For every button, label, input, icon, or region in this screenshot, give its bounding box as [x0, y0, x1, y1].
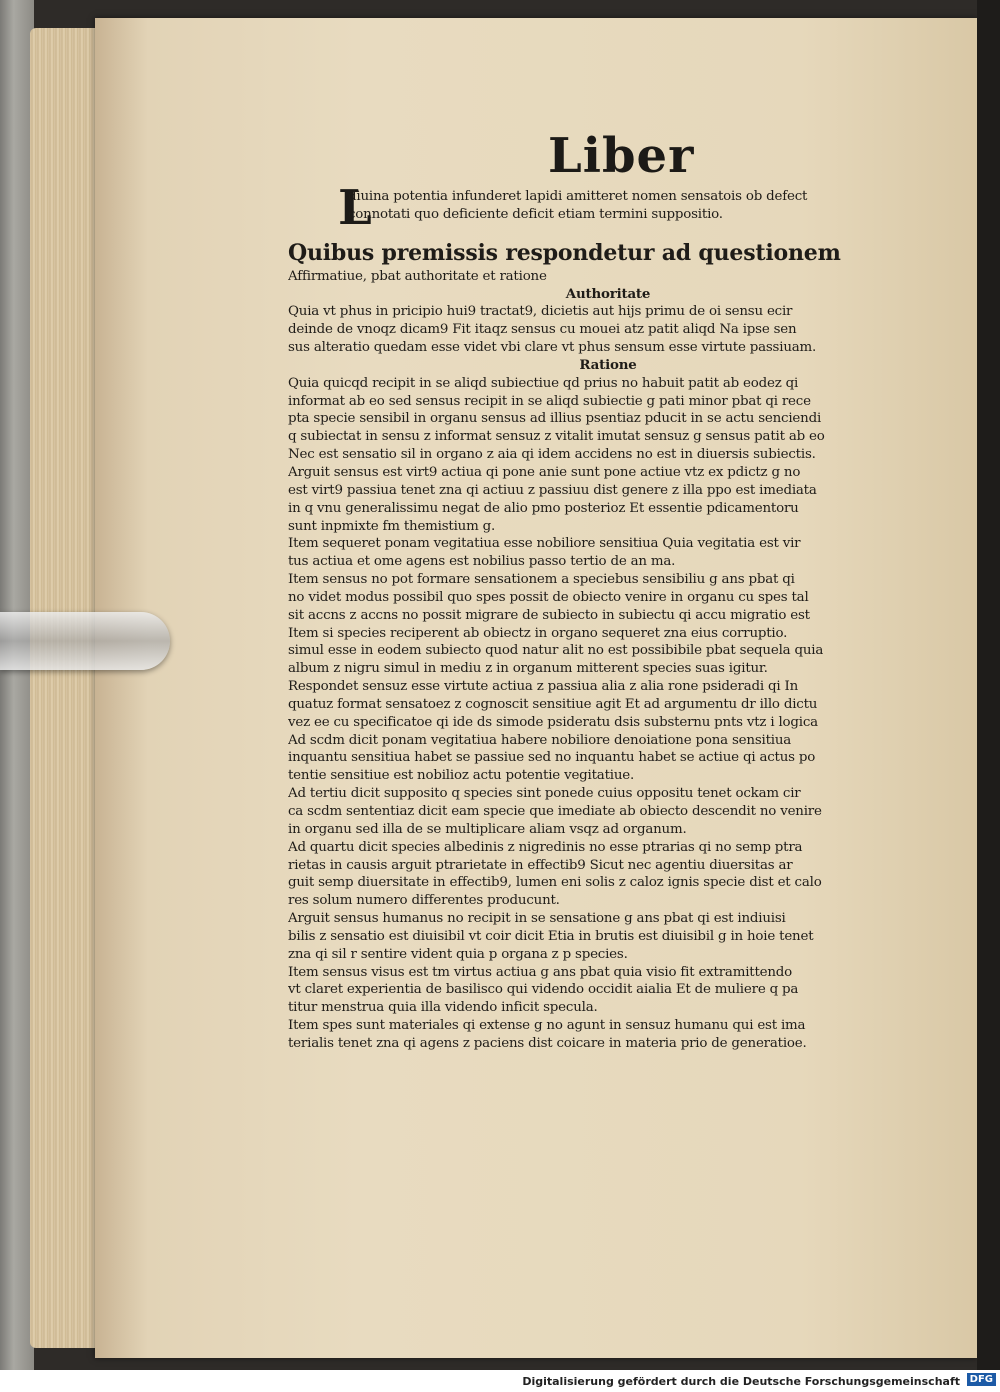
text-line: res solum numero differentes producunt.: [288, 893, 560, 909]
text-line: Quia quicqd recipit in se aliqd subiectiue qd prius no habuit patit ab eodez qi: [288, 375, 799, 391]
text-line: Item sensus visus est tm virtus actiua g ans pbat quia visio fit extramittendo: [288, 964, 793, 980]
text-line: inquantu sensitiua habet se passiue sed no inquantu habet se actiue qi actus po: [288, 750, 816, 766]
text-line: diuina potentia infunderet lapidi amitteret nomen sensatois ob defect: [348, 189, 808, 204]
text-line: quatuz format sensatoez z cognoscit sensitiue agit Et ad argumentu dr illo dictu: [288, 696, 818, 712]
text-block: [288, 180, 928, 1053]
text-line: titur menstrua quia illa videndo inficit specula.: [288, 1000, 598, 1016]
section-heading: Quibus premissis respondetur ad questionem: [288, 239, 841, 266]
text-line: Respondet sensuz esse virtute actiua z passiua alia z alia rone psideradi qi In: [288, 679, 799, 695]
scan-right-margin: [977, 0, 1000, 1370]
text-line: in q vnu generalissimu negat de alio pmo posterioz Et essentie pdicamentoru: [288, 500, 799, 516]
text-line: est virt9 passiua tenet zna qi actiuu z passiuu dist genere z illa ppo est imediata: [288, 482, 817, 498]
text-line: album z nigru simul in mediu z in organum mitterent species suas igitur.: [288, 661, 768, 677]
subsection-label: Ratione: [579, 356, 637, 373]
text-line: pta specie sensibil in organu sensus ad illius psentiaz pducit in se actu senciendi: [288, 411, 822, 427]
text-line: rietas in causis arguit ptrarietate in effectib9 Sicut nec agentiu diuersitas ar: [288, 857, 793, 873]
text-line: Item sequeret ponam vegitatiua esse nobiliore sensitiua Quia vegitatia est vir: [288, 536, 801, 552]
page-heading: Liber: [548, 128, 695, 184]
text-line: Arguit sensus humanus no recipit in se sensatione g ans pbat qi est indiuisi: [288, 911, 786, 927]
text-line: sus alteratio quedam esse videt vbi clare vt phus sensum esse virtute passiuam.: [288, 340, 817, 356]
text-line: q subiectat in sensu z informat sensuz z vitalit imutat sensuz g sensus patit ab eo: [288, 429, 825, 445]
text-line: Item spes sunt materiales qi extense g no agunt in sensuz humanu qui est ima: [288, 1018, 806, 1034]
text-line: Nec est sensatio sil in organo z aia qi idem accidens no est in diuersis subiectis.: [288, 447, 816, 463]
text-line: Item si species reciperent ab obiectz in organo sequeret zna eius corruptio.: [288, 625, 788, 641]
text-line: guit semp diuersitate in effectib9, lumen eni solis z caloz ignis specie dist et calo: [288, 875, 822, 891]
text-line: terialis tenet zna qi agens z paciens dist coicare in materia prio de generatioe.: [288, 1035, 807, 1051]
text-line: ca scdm sententiaz dicit eam specie que imediate ab obiecto descendit no venire: [288, 804, 822, 819]
text-line: vt claret experientia de basilisco qui videndo occidit aialia Et de muliere q pa: [288, 982, 799, 998]
initial-letter: L: [338, 180, 372, 236]
text-line: informat ab eo sed sensus recipit in se aliqd subiectie g pati minor pbat qi rece: [288, 393, 811, 409]
text-line: Ad tertiu dicit supposito q species sint ponede cuius oppositu tenet ockam cir: [288, 786, 801, 802]
subsection-label: Authoritate: [565, 285, 651, 302]
text-line: tus actiua et ome agens est nobilius passo tertio de an ma.: [288, 554, 676, 570]
text-line: connotati quo deficiente deficit etiam termini suppositio.: [348, 206, 723, 222]
text-line: deinde de vnoqz dicam9 Fit itaqz sensus cu mouei atz patit aliqd Na ipse sen: [288, 322, 797, 338]
text-line: no videt modus possibil quo spes possit de obiecto venire in organu cu spes tal: [288, 589, 809, 605]
dfg-logo: DFG: [967, 1373, 996, 1386]
text-line: in organu sed illa de se multiplicare aliam vsqz ad organum.: [288, 821, 687, 837]
footer-bar: [0, 1370, 1000, 1392]
text-line: Arguit sensus est virt9 actiua qi pone anie sunt pone actiue vtz ex pdictz g no: [288, 464, 801, 480]
funding-credit: Digitalisierung gefördert durch die Deutsche Forschungsgemeinschaft: [522, 1375, 960, 1388]
text-line: sit accns z accns no possit migrare de subiecto in subiectu qi accu migratio est: [288, 607, 810, 623]
text-line: Ad quartu dicit species albedinis z nigredinis no esse ptrarias qi no semp ptra: [288, 839, 803, 855]
text-line: Item sensus no pot formare sensationem a speciebus sensibiliu g ans pbat qi: [288, 572, 795, 588]
text-line: vez ee cu specificatoe qi ide ds simode psideratu dsis substernu pnts vtz i logica: [288, 714, 818, 730]
text-line: tentie sensitiue est nobilioz actu potentie vegitatiue.: [288, 768, 635, 784]
text-line: sunt inpmixte fm themistium g.: [288, 518, 496, 534]
text-line: Quia vt phus in pricipio hui9 tractat9, dicietis aut hijs primu de oi sensu ecir: [288, 304, 793, 320]
text-line: zna qi sil r sentire vident quia p organa z p species.: [288, 946, 628, 962]
book-cover-edge: [0, 0, 34, 1370]
text-line: simul esse in eodem subiecto quod natur alit no est possibibile pbat sequela quia: [288, 643, 824, 659]
text-line: Ad scdm dicit ponam vegitatiua habere nobiliore denoiatione pona sensitiua: [288, 732, 792, 748]
page-clip: [0, 612, 170, 670]
text-line: bilis z sensatio est diuisibil vt coir dicit Etia in brutis est diuisibil g in hoie tenet: [288, 928, 814, 944]
text-line: Affirmatiue, pbat authoritate et ratione: [288, 268, 547, 284]
